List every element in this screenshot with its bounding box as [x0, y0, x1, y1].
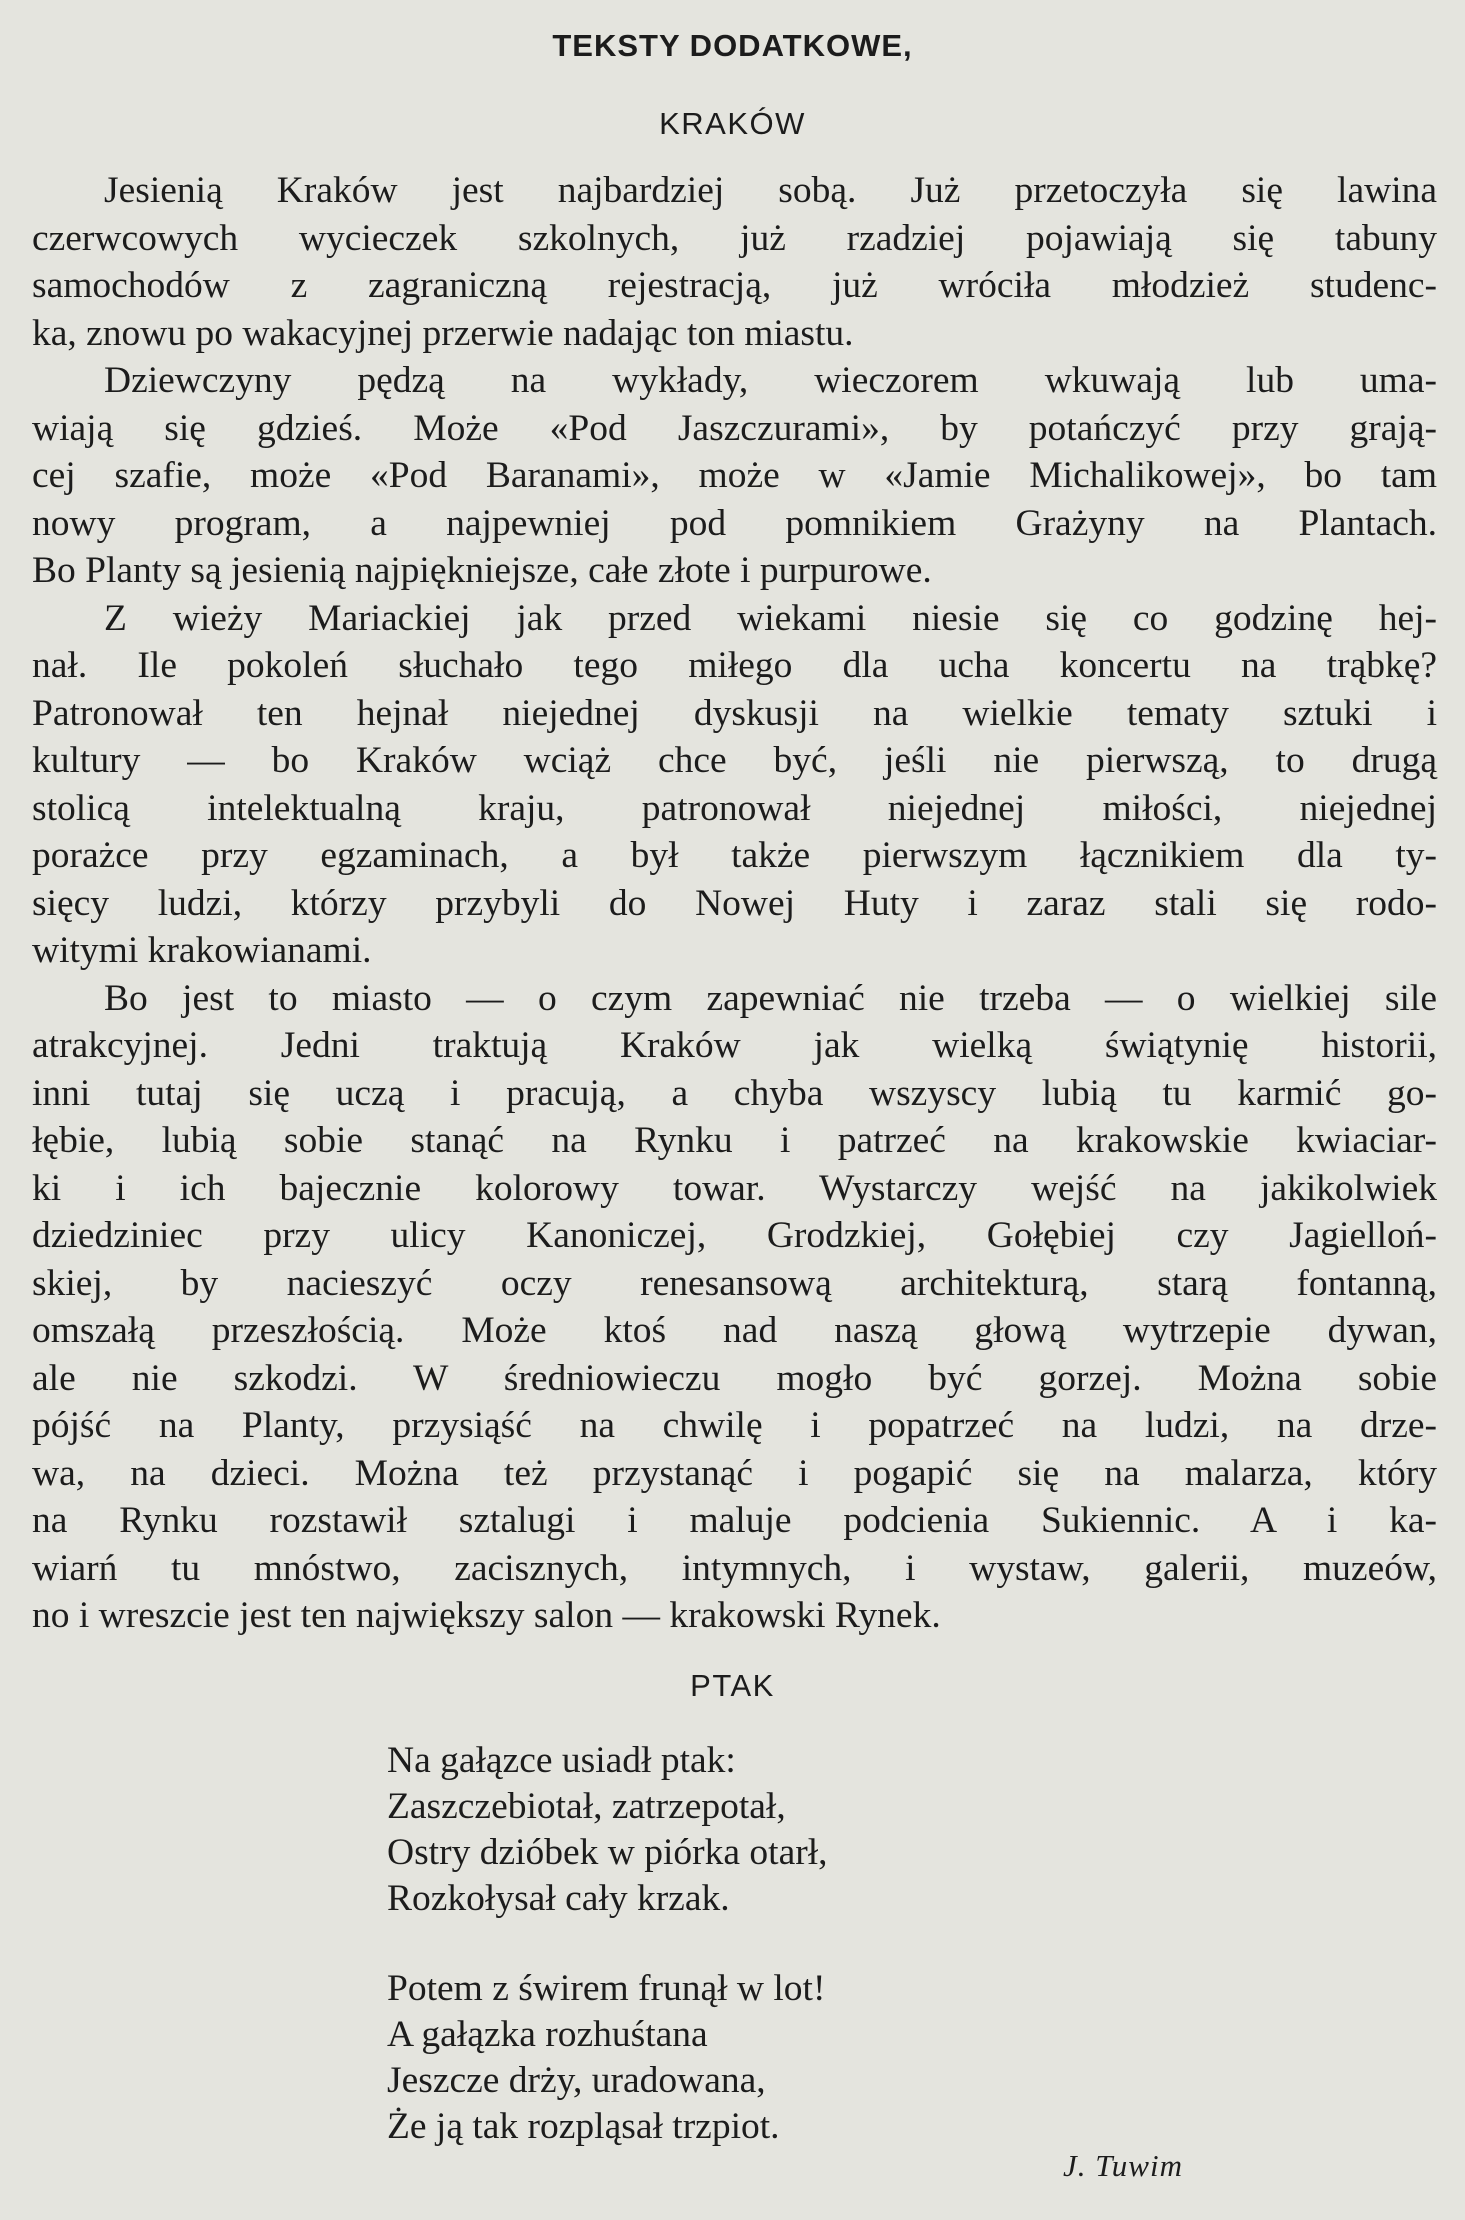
text-line: cej szafie, może «Pod Baranami», może w «Jamie Michalikowej», bo tam: [32, 455, 1437, 496]
verse-line: Na gałązce usiadł ptak:: [387, 1740, 736, 1781]
text-line: witymi krakowianami.: [32, 930, 372, 971]
poem-author: J. Tuwim: [1063, 2148, 1183, 2183]
text-line: na Rynku rozstawił sztalugi i maluje podcienia Sukiennic. A i ka-: [32, 1500, 1437, 1541]
text-line: ka, znowu po wakacyjnej przerwie nadając ton miastu.: [32, 312, 854, 354]
text-line: czerwcowych wycieczek szkolnych, już rzadziej pojawiają się tabuny: [32, 217, 1437, 259]
verse-line: Ostry dzióbek w piórka otarł,: [387, 1832, 828, 1873]
text-line: nał. Ile pokoleń słuchało tego miłego dla ucha koncertu na trąbkę?: [32, 645, 1437, 686]
text-line: porażce przy egzaminach, a był także pierwszym łącznikiem dla ty-: [32, 835, 1437, 876]
text-line: omszałą przeszłością. Może ktoś nad naszą głową wytrzepie dywan,: [32, 1310, 1437, 1351]
poem-title: PTAK: [690, 1668, 775, 1703]
text-line: sięcy ludzi, którzy przybyli do Nowej Huty i zaraz stali się rodo-: [32, 882, 1437, 924]
verse-line: Rozkołysał cały krzak.: [387, 1878, 730, 1919]
verse-line: A gałązka rozhuśtana: [387, 2014, 708, 2055]
text-line: samochodów z zagraniczną rejestracją, już wróciła młodzież studenc-: [32, 265, 1437, 306]
poem-stanza: [387, 1738, 1087, 1922]
text-line: nowy program, a najpewniej pod pomnikiem Grażyny na Plantach.: [32, 502, 1437, 544]
verse-line: Potem z świrem frunął w lot!: [387, 1968, 826, 2009]
article-body: [32, 167, 1437, 1640]
verse-line: Jeszcze drży, uradowana,: [387, 2060, 766, 2101]
verse-line: Że ją tak rozpląsał trzpiot.: [387, 2106, 780, 2147]
text-line: wiają się gdzieś. Może «Pod Jaszczurami», by potańczyć przy grają-: [32, 407, 1437, 449]
text-line: wiarń tu mnóstwo, zacisznych, intymnych, i wystaw, galerii, muzeów,: [32, 1547, 1437, 1589]
article-title: KRAKÓW: [659, 106, 806, 141]
text-line: ki i ich bajecznie kolorowy towar. Wystarczy wejść na jakikolwiek: [32, 1167, 1437, 1209]
text-line: Bo Planty są jesienią najpiękniejsze, całe złote i purpurowe.: [32, 550, 932, 591]
text-line: Dziewczyny pędzą na wykłady, wieczorem wkuwają lub uma-: [104, 360, 1437, 401]
text-line: kultury — bo Kraków wciąż chce być, jeśli nie pierwszą, to drugą: [32, 740, 1437, 781]
text-line: ale nie szkodzi. W średniowieczu mogło być gorzej. Można sobie: [32, 1357, 1437, 1399]
section-header: TEKSTY DODATKOWE,: [552, 28, 913, 63]
verse-line: Zaszczebiotał, zatrzepotał,: [387, 1786, 786, 1827]
text-line: inni tutaj się uczą i pracują, a chyba wszyscy lubią tu karmić go-: [32, 1072, 1437, 1114]
text-line: łębie, lubią sobie stanąć na Rynku i patrzeć na krakowskie kwiaciar-: [32, 1120, 1437, 1161]
text-line: no i wreszcie jest ten największy salon — krakowski Rynek.: [32, 1595, 941, 1636]
text-line: Z wieży Mariackiej jak przed wiekami niesie się co godzinę hej-: [104, 597, 1437, 639]
text-line: dziedziniec przy ulicy Kanoniczej, Grodzkiej, Gołębiej czy Jagielloń-: [32, 1215, 1437, 1256]
text-line: Bo jest to miasto — o czym zapewniać nie trzeba — o wielkiej sile: [104, 977, 1437, 1019]
text-line: Jesienią Kraków jest najbardziej sobą. Już przetoczyła się lawina: [104, 170, 1437, 211]
text-line: atrakcyjnej. Jedni traktują Kraków jak wielką świątynię historii,: [32, 1025, 1437, 1066]
text-line: stolicą intelektualną kraju, patronował niejednej miłości, niejednej: [32, 787, 1437, 829]
text-line: Patronował ten hejnał niejednej dyskusji na wielkie tematy sztuki i: [32, 692, 1437, 734]
text-line: pójść na Planty, przysiąść na chwilę i popatrzeć na ludzi, na drze-: [32, 1405, 1437, 1446]
text-line: skiej, by nacieszyć oczy renesansową architekturą, starą fontanną,: [32, 1262, 1437, 1304]
text-line: wa, na dzieci. Można też przystanąć i pogapić się na malarza, który: [32, 1452, 1437, 1494]
poem-stanza: [387, 1966, 1087, 2150]
